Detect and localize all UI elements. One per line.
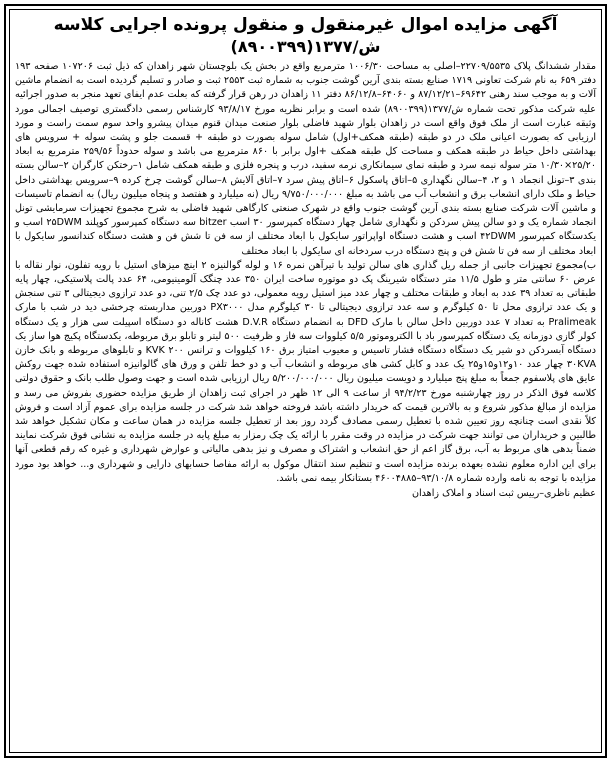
- auction-notice: [4, 4, 607, 758]
- body-paragraph-equipment: ب)مجموع تجهیزات جانبی از جمله ریل گذاری های سالن تولید با تیرآهن نمره ۱۶ و لوله گوالنیزه ۲ اینچ میزهای استیل با رویه تفلون، نوار نقاله با عرض ۶۰ سانتی متر و طول ۱۱/۵ متر دستگاه شیرینگ پک دو موتوره ساخت ایران ۳۵۰ عدد چنگک آلومینیومی، ۶۴ عدد پالت پلاستیکی، چهار پایه طبقاتی به تعداد ۳۹ عدد به ابعاد و طبقات مختلف و چهار عدد میز استیل رویه معمولی، دو عدد چک ۲/۵ تنی، دو عدد ترازوی دیجیتالی ۳ تنی سنجش و یک عدد ترازوی محل تا ۵۰ کیلوگرم و سه عدد ترازوی دیجیتالی تا ۳۰ کیلوگرم مدل PX۳۰۰۰ دوربین مداربسته چرخشی دید در شب با مارک Pralimeak به تعداد ۷ عدد دوربین داخل سالن با مارک DFD به انضمام دستگاه D.V.R هشت کاناله دو دستگاه اسپیلت سی هزار و یک دستگاه کولر گازی دوزمانه یک دستگاه کمپرسور باد با الکتروموتور ۵/۵ کیلووات سه فاز و ظرفیت ۵۰۰ لیتر و تابلو برق مربوطه، یکدستگاه پکیج هوا ساز یک دستگاه آبسردکن دو شیر یک دستگاه دستگاه فشار تاسیس و معیوب امتیاز برق ۱۶۰ کیلووات و ترانس KVK ۲۰۰ و تابلوهای مربوطه و بانک خازن ۳۰KVA چهار عدد ۱۰و۱۲و۱۵و۲۵ یک عدد و کابل کشی های مربوطه و انشعاب آب و دو خط تلفن و ورق های گالوانیزه استفاده شده جهت روکش عایق های پلاسفوم جمعاً به مبلغ پنج میلیارد و دویست میلیون ریال ۵/۲۰۰/۰۰۰/۰۰۰ ریال ارزیابی شده است و جهت وصول طلب بانک و حقوق دولتی کلاسه فوق الذکر در روز چهارشنبه مورخ ۹۴/۲/۲۳ از ساعت ۹ الی ۱۲ ظهر در اجرای ثبت زاهدان از طریق مزایده حضوری بفروش می رسد و مزایده از مبالغ مذکور شروع و به بالاترین قیمت که خریدار داشته باشد فروخته خواهد شد شرکت در جلسه مزایده برای عموم آزاد است و فروش کلاً نقدی است چنانچه روز تعیین شده با تعطیل رسمی مصادف گردد روز بعد از تعطیل جلسه مزایده در همان ساعت و مکان تشکیل خواهد شد طالبین و خریداران می توانند جهت شرکت در مزایده در وقت مقرر با ارائه یک چک رمزار به مبلغ پایه در جلسه مزایده به نشانی فوق شرکت نمایند ضمناً بدهی های مربوط به آب، برق گاز اعم از حق انشعاب و اشتراک و مصرف و نیز بدهی مالیاتی و عوارض شهرداری و غیره که رقم قطعی آنها برای این اداره معلوم نشده بعهده برنده مزایده است و تنظیم سند انتقال موکول به ارائه مفاصا حسابهای دارایی و شهرداری و... خواهد بود مورد مزایده با توجه به نامه وارده شماره ۹۳/۱۰/۸–۴۶۰۰۴۸۸۵ بستانکار بیمه نمی باشد.: [15, 259, 597, 484]
- body-paragraph-property: مقدار ششدانگ پلاک ۲۲۷۰۹/۵۵۳۵–اصلی به مساحت ۱۰۰۶/۳۰ مترمربع واقع در بخش یک بلوچستان شهر زاهدان که ذیل ثبت ۱۰۷۲۰۶ صفحه ۱۹۳ دفتر ۶۵۹ به نام شرکت تعاونی ۱۷۱۹ صنایع بسته بندی آرین گوشت جنوب به شماره ثبت ۲۵۵۳ ثبت و صادر و تسلیم گردیده است به انضمام ماشین آلات و به موجب سند رهنی ۶۹۶۴۲–۸۷/۱۲/۲۱ و ۶۴۰۶۰–۸۶/۱۲/۸ دفتر ۱۱ زاهدان در رهن قرار گرفته که بعلت عدم ایفای تعهد منجر به صدور اجرائیه علیه شرکت مذکور تحت شماره ش/۱۳۷۷(۸۹۰۰۳۹۹) شده است و برابر نظریه مورخ ۹۳/۸/۱۷ کارشناس رسمی دادگستری توصیف اجمالی مورد وثیقه عبارت است از ملک فوق واقع است در زاهدان بلوار شهید فاضلی بلوار صنعت میدان قنوم میدان پیشرو واحد سوم سمت راست و مورد ارزیابی که بصورت اعیانی ملک در دو طبقه (طبقه همکف+اول) شامل سوله بصورت دو طبقه + قسمت جلو و پشت سوله + سرویس های بهداشتی داخل حیاط در طبقه همکف و مساحت کل طبقه همکف +اول برابر با ۸۶۰ مترمربع می باشد و سوله حدوداً ۲۵۹/۵۶ مترمربع به ابعاد ۲۵/۲۰×۱۰/۳۰ متر سوله نیمه سرد و طبقه نمای سیمانکاری نرمه سفید، درب و پنجره فلزی و طبقه همکف شامل ۱–رختکن کارگران ۲–سالن بسته بندی ۳–تونل انجماد ۱ و ۲، ۴–سالن نگهداری ۵–اتاق پاسکول ۶–اتاق پیش سرد ۷–اتاق آلایش ۸–سالن گوشت چرخ کرده ۹–سرویس بهداشتی داخل حیاط و ملک دارای انشعاب برق و انشعاب آب می باشد به مبلغ ۹/۷۵۰/۰۰۰/۰۰۰ ریال (نه میلیارد و هفتصد و پنجاه میلیون ریال) به انضمام تاسیسات و ماشین آلات شرکت صنایع بسته بندی آرین گوشت جنوب واقع در شهرک صنعتی کارگاهی شهید فاضلی به شرح مجموع تجهیزات سرمایشی تونل انجماد شماره یک و دو سالن پیش سردکن و نگهداری شامل چهار دستگاه کمپرسور ۳۰ اسب bitzer سه دستگاه کمپرسور کوپلند ۲۵DWM اسب و یکدستگاه کمپرسور ۴۲DWM اسب و هشت دستگاه اواپراتور سایکول با ابعاد مختلف از سه فن تا شش فن و هشت دستگاه کندانسور سایکول با ابعاد مختلف از سه فن تا شش فن و پنج دستگاه درب سردخانه ای سایکول با ابعاد مختلف: [15, 61, 597, 257]
- file-number: ش/۱۳۷۷(۸۹۰۰۳۹۹): [230, 37, 381, 56]
- notice-inner-frame: [9, 9, 602, 753]
- signature-line: عظیم ناظری–رییس ثبت اسناد و املاک زاهدان: [411, 488, 596, 500]
- notice-title: آگهی مزایده اموال غیرمنقول و منقول پرونده اجرایی کلاسه: [53, 15, 558, 35]
- notice-body: [15, 60, 596, 486]
